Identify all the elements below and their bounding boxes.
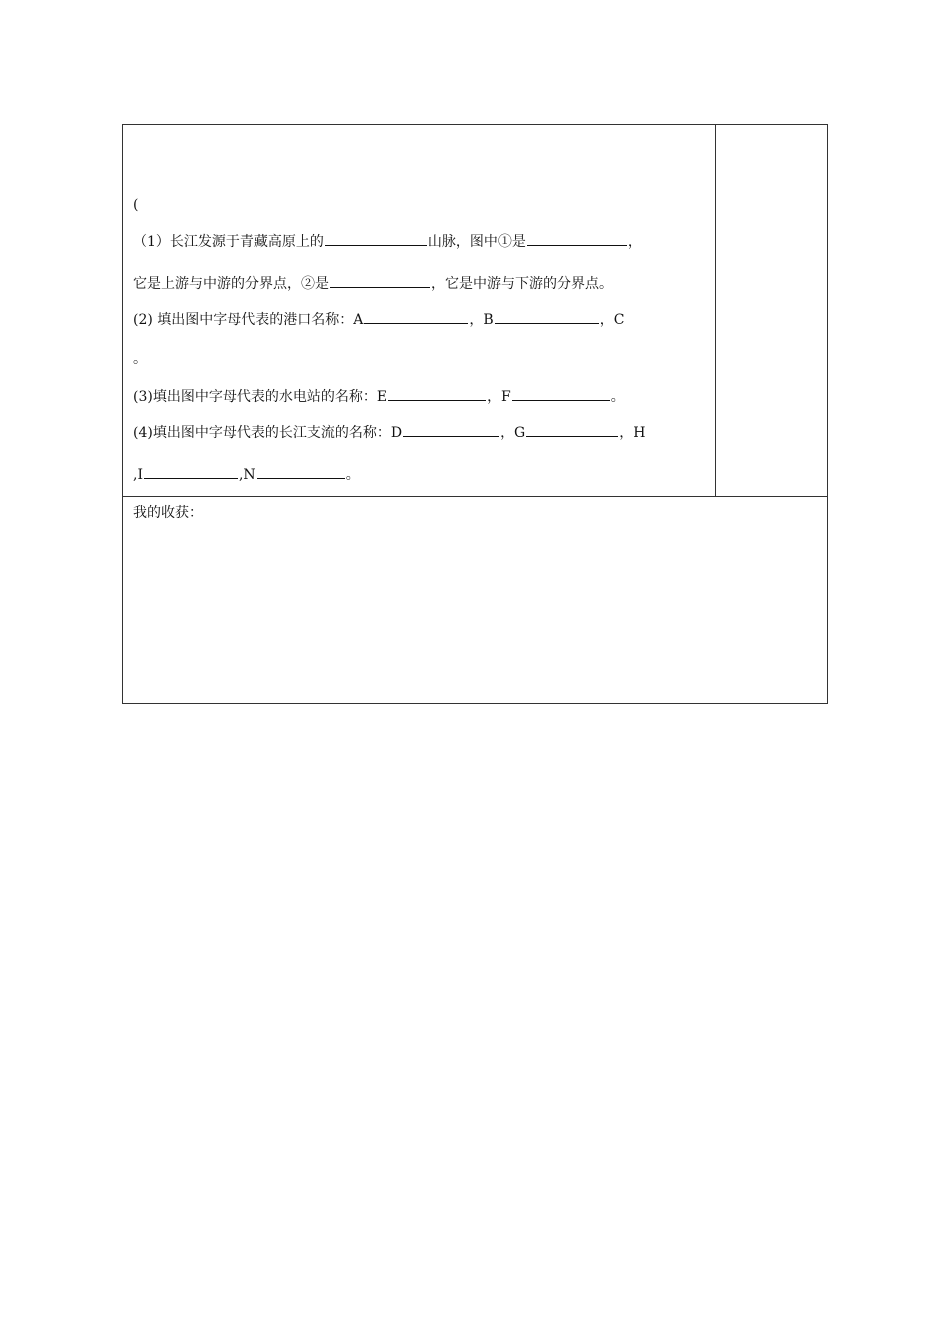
q3-blank-e[interactable] (388, 386, 486, 401)
q4-blank-i[interactable] (144, 464, 238, 479)
q2-blank-b[interactable] (495, 309, 599, 324)
q1-text-c: ， (627, 234, 642, 250)
question-4-line-1 (133, 422, 645, 443)
q4-blank-d[interactable] (403, 422, 499, 437)
question-2-line-1 (133, 309, 624, 330)
question-1-line-1 (133, 231, 642, 252)
side-column-cell (716, 125, 827, 496)
harvest-cell (123, 497, 827, 703)
question-4-line-2 (133, 464, 360, 485)
q2-end: 。 (133, 351, 147, 367)
q4-sep-g: ，G (500, 425, 526, 441)
q1-text-a: （1）长江发源于青藏高原上的 (133, 234, 324, 250)
q2-prefix: (2) 填出图中字母代表的港口名称：A (133, 312, 364, 328)
q1-text-line2-b: ，它是中游与下游的分界点。 (431, 276, 613, 292)
q4-prefix: (4)填出图中字母代表的长江支流的名称：D (133, 425, 403, 441)
q4-blank-g[interactable] (526, 422, 618, 437)
q3-prefix: (3)填出图中字母代表的水电站的名称：E (133, 389, 388, 405)
question-2-line-2 (133, 349, 147, 369)
q1-text-b: 山脉，图中①是 (427, 234, 526, 250)
q1-blank-mountain[interactable] (325, 231, 427, 246)
q4-end: 。 (345, 467, 360, 483)
worksheet-table (122, 124, 828, 704)
harvest-label: 我的收获： (133, 505, 203, 521)
q3-blank-f[interactable] (512, 386, 610, 401)
question-3 (133, 386, 625, 407)
q2-sep-b: ，B (469, 312, 494, 328)
questions-cell (123, 125, 716, 496)
q2-sep-c: ，C (599, 312, 625, 328)
q4-sep-h: ，H (619, 425, 646, 441)
q4-text-n: ,N (238, 467, 256, 483)
q1-text-line2-a: 它是上游与中游的分界点，②是 (133, 276, 329, 292)
q3-sep-f: ，F (487, 389, 511, 405)
q3-end: 。 (610, 389, 625, 405)
q4-blank-n[interactable] (257, 464, 345, 479)
q2-blank-a[interactable] (364, 309, 468, 324)
question-1-line-2 (133, 273, 613, 294)
q1-blank-point-1[interactable] (527, 231, 627, 246)
opening-paren: ( (133, 197, 139, 213)
q4-text-i: ,I (133, 467, 143, 483)
q1-blank-point-2[interactable] (330, 273, 430, 288)
